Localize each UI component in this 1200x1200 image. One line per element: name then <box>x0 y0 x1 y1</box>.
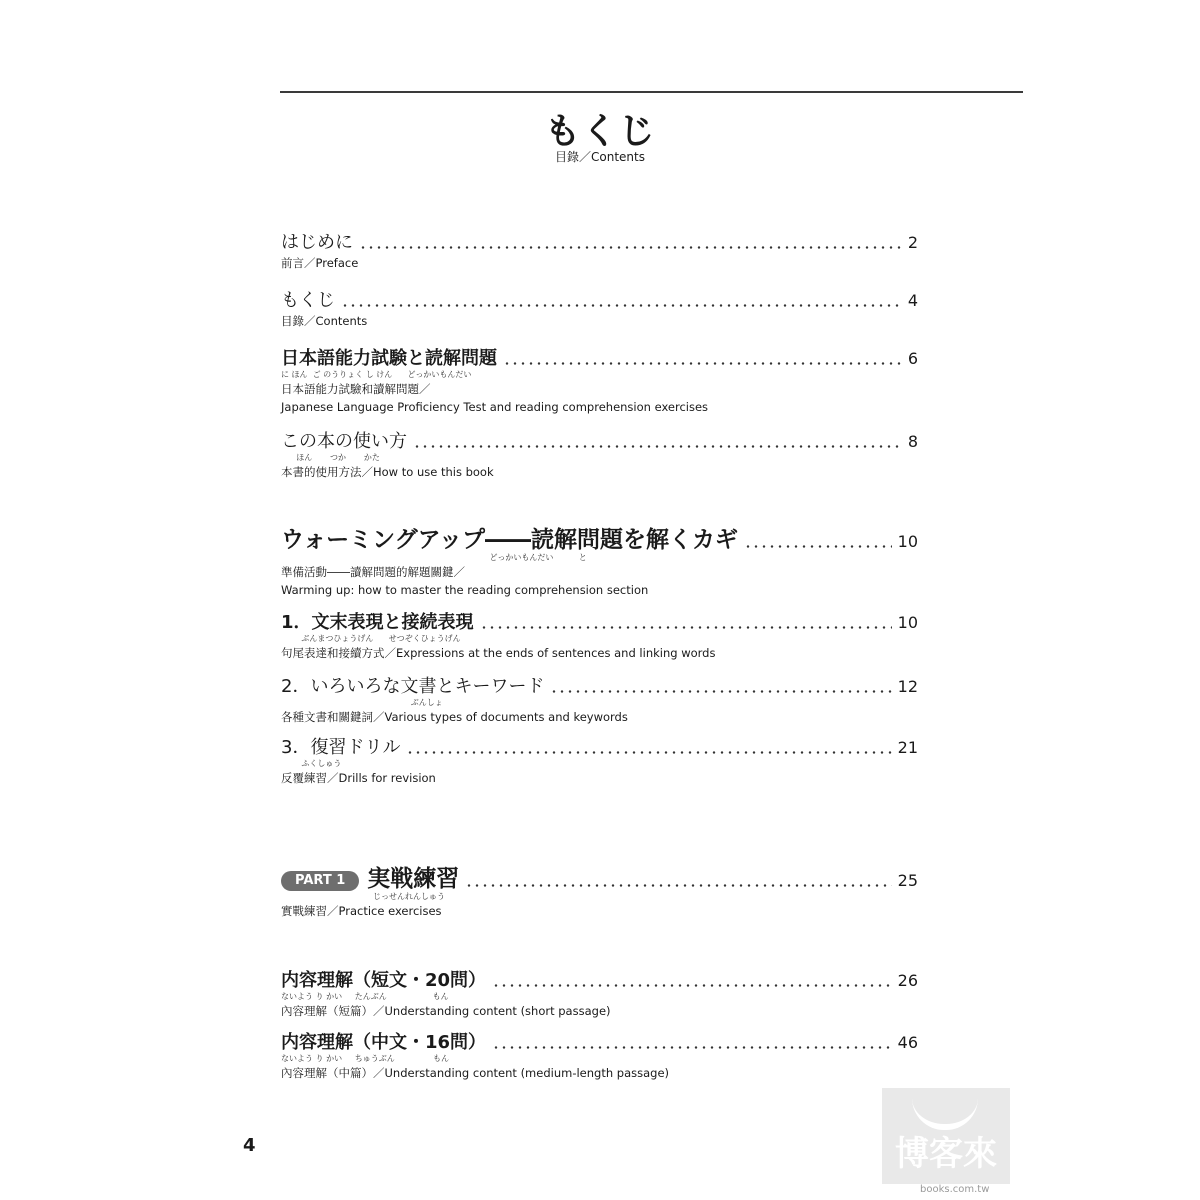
toc-entry-title: 内容理解（中文・16問） <box>281 1032 487 1053</box>
toc-page-number: 26 <box>897 971 918 990</box>
toc-entry-title: もくじ <box>281 290 335 311</box>
dot-leader <box>413 445 902 448</box>
toc-entry-description: 準備活動――讀解問題的解題關鍵／ <box>281 565 465 579</box>
furigana: に ほん ご のうりょく し けん どっかいもんだい <box>281 370 472 379</box>
dot-leader <box>341 304 902 307</box>
dot-leader <box>503 362 902 365</box>
toc-entry-medium-passage[interactable] <box>281 1028 918 1082</box>
dot-leader <box>550 690 891 693</box>
watermark-logo <box>882 1088 1010 1184</box>
toc-page-number: 4 <box>907 291 918 310</box>
dot-leader <box>492 1046 892 1049</box>
furigana: ほん つか かた <box>281 453 380 462</box>
toc-entry-short-passage[interactable] <box>281 966 918 1020</box>
toc-page-number: 6 <box>907 349 918 368</box>
toc-entry-title: 日本語能力試験と読解問題 <box>281 348 497 369</box>
dot-leader <box>744 545 892 548</box>
furigana: ないよう り かい ちゅうぶん もん <box>281 1054 449 1063</box>
toc-page-number: 21 <box>897 738 918 757</box>
toc-entry-description: 目錄／Contents <box>281 314 368 328</box>
toc-entry-preface[interactable] <box>281 228 918 272</box>
toc-entry-contents[interactable] <box>281 286 918 330</box>
toc-entry-jlpt[interactable] <box>281 344 918 416</box>
watermark-url: books.com.tw <box>920 1184 990 1195</box>
toc-entry-section-3[interactable] <box>281 733 918 787</box>
furigana: じっせんれんしゅう <box>373 892 445 901</box>
toc-entry-title: はじめに <box>281 232 353 253</box>
toc-entry-description: 本書的使用方法／How to use this book <box>281 465 494 479</box>
toc-page-number: 12 <box>897 677 918 696</box>
toc-page-number: 10 <box>897 532 918 551</box>
toc-entry-description: 各種文書和關鍵詞／Various types of documents and keywords <box>281 710 628 724</box>
toc-entry-title: この本の使い方 <box>281 431 407 452</box>
page-subtitle: 目錄／Contents <box>555 150 645 164</box>
watermark-text: 博客來 <box>895 1134 997 1174</box>
page-title: もくじ <box>544 111 656 152</box>
toc-page-number: 10 <box>897 613 918 632</box>
toc-page-number: 46 <box>897 1033 918 1052</box>
toc-entry-title: ウォーミングアップ――読解問題を解くカギ <box>281 527 739 553</box>
dot-leader <box>359 246 902 249</box>
toc-entry-part-1[interactable] <box>281 866 918 920</box>
toc-entry-how-to-use[interactable] <box>281 427 918 481</box>
dot-leader <box>480 626 892 629</box>
top-rule <box>280 91 1023 93</box>
toc-entry-description: Warming up: how to master the reading comprehension section <box>281 583 649 597</box>
toc-page-number: 8 <box>907 432 918 451</box>
furigana: ぶんまつひょうげん せつぞくひょうげん <box>281 634 461 643</box>
toc-page-number: 2 <box>907 233 918 252</box>
toc-entry-title: 内容理解（短文・20問） <box>281 970 487 991</box>
toc-entry-description: 句尾表達和接續方式／Expressions at the ends of sentences and linking words <box>281 646 716 660</box>
dot-leader <box>492 984 892 987</box>
toc-entry-description: 內容理解（中篇）／Understanding content (medium-length passage) <box>281 1066 670 1080</box>
toc-entry-description: 實戰練習／Practice exercises <box>281 904 442 918</box>
toc-entry-description: 前言／Preface <box>281 256 359 270</box>
toc-entry-description: 內容理解（短篇）／Understanding content (short passage) <box>281 1004 611 1018</box>
toc-entry-description: 日本語能力試驗和讀解問題／ <box>281 382 431 396</box>
dot-leader <box>406 751 891 754</box>
toc-entry-section-2[interactable] <box>281 672 918 726</box>
toc-entry-title: 2．いろいろな文書とキーワード <box>281 676 545 697</box>
furigana: ないよう り かい たんぶん もん <box>281 992 449 1001</box>
furigana: ぶんしょ <box>281 698 443 707</box>
toc-entry-title: 3．復習ドリル <box>281 737 401 758</box>
toc-entry-description: Japanese Language Proficiency Test and reading comprehension exercises <box>281 400 709 414</box>
toc-entry-title <box>281 866 459 892</box>
toc-entry-title: 1．文末表現と接続表現 <box>281 612 474 633</box>
folio-page-number: 4 <box>243 1135 256 1156</box>
toc-entry-warming-up[interactable] <box>281 527 918 599</box>
part-title: 実戦練習 <box>367 866 460 892</box>
toc-entry-section-1[interactable] <box>281 608 918 662</box>
furigana: ふくしゅう <box>281 759 342 768</box>
toc-page-number: 25 <box>897 871 918 890</box>
furigana: どっかいもんだい と <box>281 553 587 562</box>
part-badge: PART 1 <box>281 871 359 891</box>
toc-entry-description: 反覆練習／Drills for revision <box>281 771 436 785</box>
dot-leader <box>465 884 891 887</box>
